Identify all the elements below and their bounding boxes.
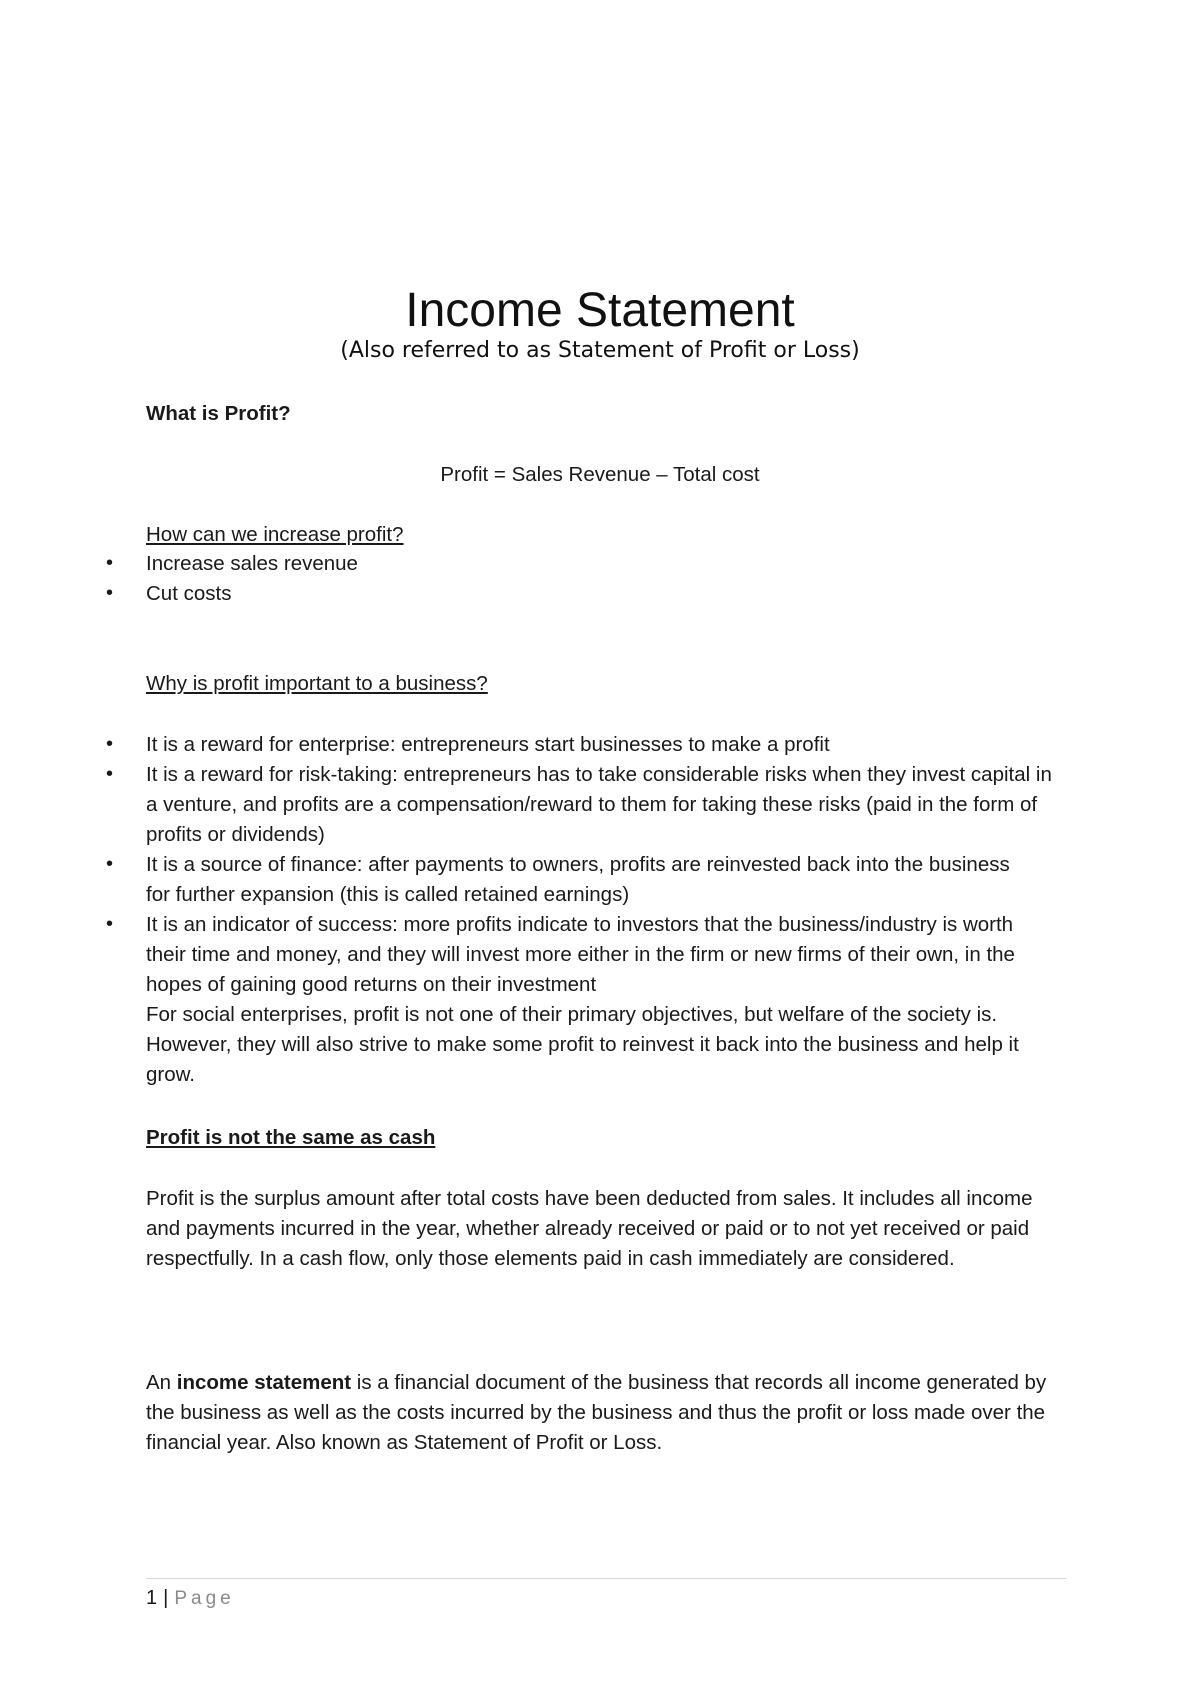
list-item: Increase sales revenue — [146, 552, 358, 575]
what-is-profit-heading: What is Profit? — [146, 402, 291, 425]
list-item: It is a reward for risk-taking: entrepreneurs has to take considerable risks when they invest capital in a venture, and profits are a compensation/reward to them for taking these risks (paid in the form of profits or dividends) — [146, 763, 1052, 846]
definition-prefix: An — [146, 1371, 177, 1394]
definition-term: income statement — [176, 1371, 352, 1394]
footer-separator: | — [163, 1587, 169, 1609]
bullet-icon: • — [106, 582, 114, 604]
document-title: Income Statement — [405, 284, 795, 337]
list-item: Cut costs — [146, 582, 232, 605]
cash-heading: Profit is not the same as cash — [146, 1126, 436, 1149]
bullet-icon: • — [106, 913, 114, 935]
document-subtitle: (Also referred to as Statement of Profit or Loss) — [340, 338, 860, 363]
definition-rest: is a financial document of the business that records all income generated by the business as well as the costs incurred by the business and thus the profit or loss made over the financial year. Also known as Statement of Profit or Loss. — [146, 1371, 1047, 1454]
list-item: It is a source of finance: after payments to owners, profits are reinvested back into the business for further expansion (this is called retained earnings) — [146, 853, 1010, 906]
page-number: 1 — [146, 1587, 158, 1609]
list-item: It is a reward for enterprise: entrepreneurs start businesses to make a profit — [146, 733, 830, 756]
bullet-icon: • — [106, 552, 114, 574]
bullet-icon: • — [106, 733, 114, 755]
bullet-icon: • — [106, 853, 114, 875]
cash-paragraph: Profit is the surplus amount after total costs have been deducted from sales. It includes all income and payments incurred in the year, whether already received or paid or to not yet received or paid respectfully. In a cash flow, only those elements paid in cash immediately are considered. — [146, 1187, 1033, 1270]
page-footer — [146, 1584, 235, 1613]
definition-paragraph — [146, 1368, 1061, 1458]
page-label: Page — [174, 1588, 235, 1609]
footer-divider — [146, 1578, 1066, 1579]
social-enterprise-note: For social enterprises, profit is not one of their primary objectives, but welfare of the society is. However, they will also strive to make some profit to reinvest it back into the business and help it grow. — [146, 1003, 1019, 1086]
profit-formula: Profit = Sales Revenue – Total cost — [440, 463, 760, 486]
increase-profit-heading: How can we increase profit? — [146, 523, 404, 546]
importance-heading: Why is profit important to a business? — [146, 672, 488, 695]
list-item: It is an indicator of success: more profits indicate to investors that the business/industry is worth their time and money, and they will invest more either in the firm or new firms of their own, in the hopes of gaining good returns on their investment — [146, 913, 1015, 996]
bullet-icon: • — [106, 763, 114, 785]
